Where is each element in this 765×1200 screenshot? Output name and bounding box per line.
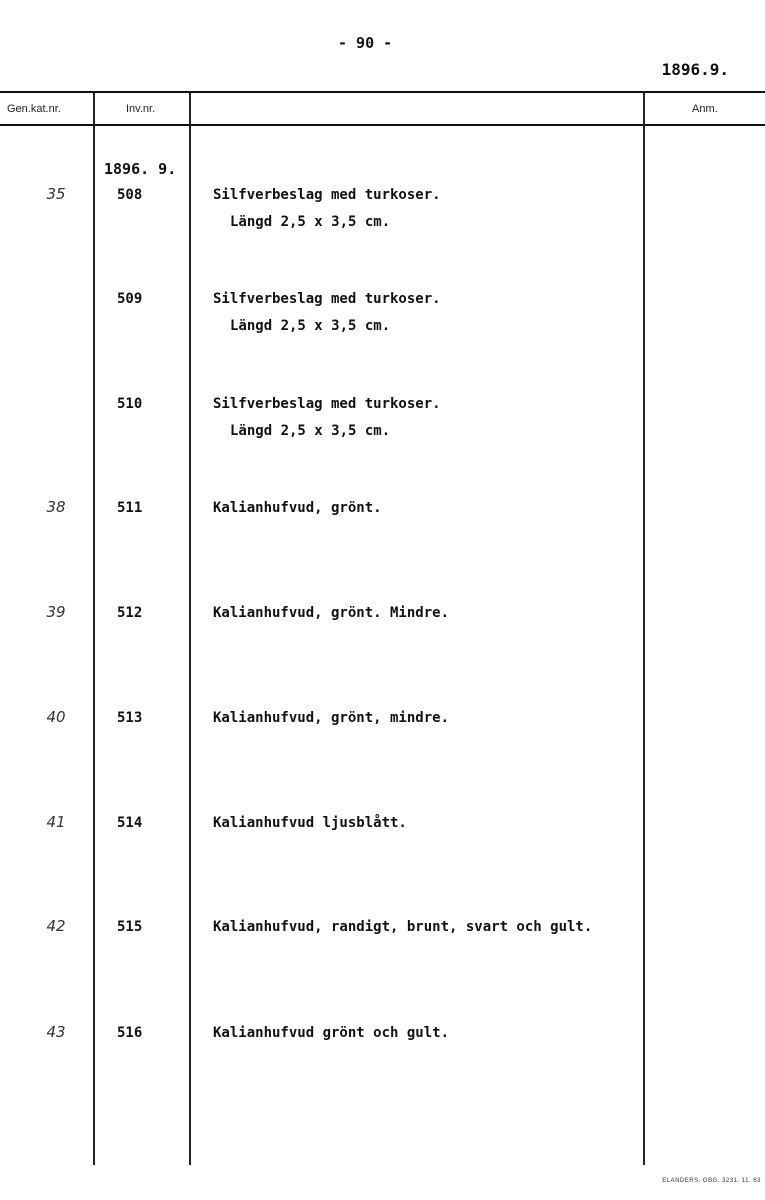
inv-nr: 510 <box>117 396 143 412</box>
column-divider-gen <box>93 93 95 1165</box>
gen-kat-nr: 39 <box>46 603 66 621</box>
entry-description: Silfverbeslag med turkoser. <box>213 396 441 412</box>
entry-description: Kalianhufvud ljusblått. <box>213 815 407 831</box>
sub-year: 1896. 9. <box>104 160 177 178</box>
inv-nr: 508 <box>117 187 143 203</box>
year-header: 1896.9. <box>661 60 729 79</box>
gen-kat-nr: 40 <box>46 708 66 726</box>
inv-nr: 512 <box>117 605 143 621</box>
entry-description: Kalianhufvud, grönt. <box>213 500 382 516</box>
column-header-inv-nr: Inv.nr. <box>126 103 156 115</box>
column-divider-anm <box>643 93 645 1165</box>
gen-kat-nr: 35 <box>46 185 66 203</box>
printer-mark: ELANDERS. GBG. 3231. 11. 63 <box>662 1178 761 1184</box>
header-bottom-rule <box>0 124 765 126</box>
gen-kat-nr: 42 <box>46 917 66 935</box>
column-divider-inv <box>189 93 191 1165</box>
entry-description-detail: Längd 2,5 x 3,5 cm. <box>230 318 391 334</box>
column-header-gen-kat-nr: Gen.kat.nr. <box>7 103 61 115</box>
inv-nr: 511 <box>117 500 143 516</box>
entry-description-detail: Längd 2,5 x 3,5 cm. <box>230 214 391 230</box>
entry-description: Kalianhufvud, grönt, mindre. <box>213 710 450 726</box>
inv-nr: 514 <box>117 815 143 831</box>
inv-nr: 509 <box>117 291 143 307</box>
entry-description-detail: Längd 2,5 x 3,5 cm. <box>230 423 391 439</box>
inv-nr: 516 <box>117 1025 143 1041</box>
entry-description: Kalianhufvud, randigt, brunt, svart och gult. <box>213 919 593 935</box>
page-number: - 90 - <box>338 34 393 52</box>
gen-kat-nr: 41 <box>46 813 66 831</box>
entry-description: Silfverbeslag med turkoser. <box>213 291 441 307</box>
gen-kat-nr: 43 <box>46 1023 66 1041</box>
inv-nr: 513 <box>117 710 143 726</box>
entry-description: Kalianhufvud, grönt. Mindre. <box>213 605 450 621</box>
header-top-rule <box>0 91 765 93</box>
entry-description: Silfverbeslag med turkoser. <box>213 187 441 203</box>
entry-description: Kalianhufvud grönt och gult. <box>213 1025 450 1041</box>
column-header-anm: Anm. <box>692 103 718 115</box>
inv-nr: 515 <box>117 919 143 935</box>
gen-kat-nr: 38 <box>46 498 66 516</box>
